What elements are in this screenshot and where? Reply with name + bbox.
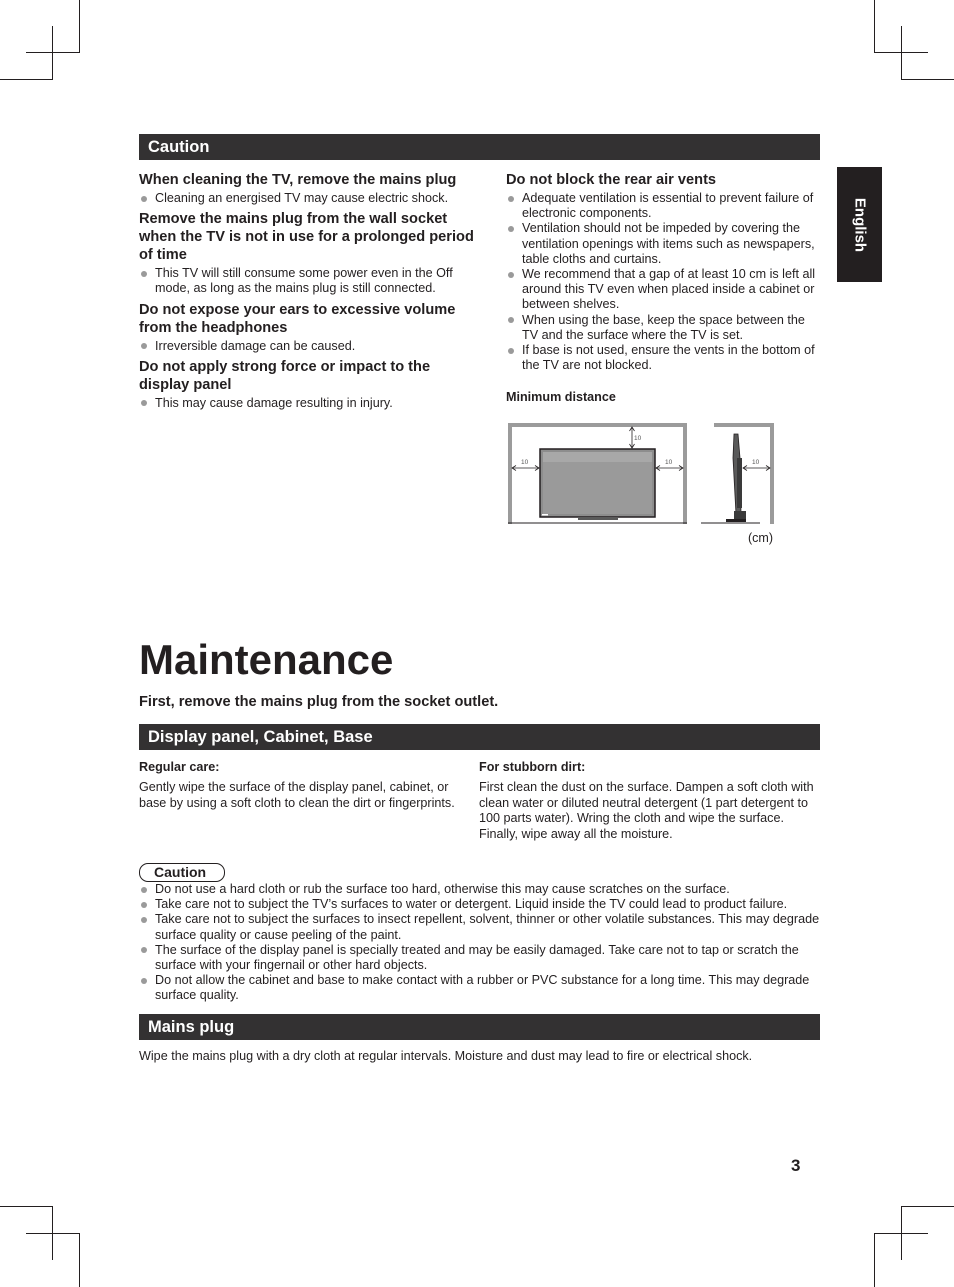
page-number: 3 bbox=[791, 1156, 801, 1175]
list-item: Cleaning an energised TV may cause electric shock. bbox=[139, 191, 481, 206]
maintenance-caution-list bbox=[139, 882, 823, 1004]
page-title: Maintenance bbox=[139, 636, 394, 683]
list-item: Do not allow the cabinet and base to make contact with a rubber or PVC substance for a long time. This may degrade surface quality. bbox=[139, 973, 823, 1003]
list-item: The surface of the display panel is specially treated and may be easily damaged. Take care not to tap or scratch the surface with your fingernail or other hard objects. bbox=[139, 943, 823, 973]
stubborn-dirt-text: First clean the dust on the surface. Dampen a soft cloth with clean water or diluted neutral detergent (1 part detergent to 100 parts water). Wring the cloth and wipe the surface. Finally, wipe away all the moisture. bbox=[479, 780, 814, 841]
unit-label: (cm) bbox=[748, 531, 773, 545]
caution-list-unplug bbox=[139, 266, 481, 296]
side-back-gap: 10 bbox=[752, 459, 760, 466]
caution-right-column bbox=[506, 171, 820, 377]
caution-heading-headphones: Do not expose your ears to excessive volume from the headphones bbox=[139, 301, 456, 336]
list-item: Ventilation should not be impeded by covering the ventilation openings with items such as newspapers, table cloths and curtains. bbox=[506, 221, 820, 267]
regular-care-heading: Regular care: bbox=[139, 760, 220, 774]
list-item: Take care not to subject the surfaces to insect repellent, solvent, thinner or other volatile substances. This may degrade surface quality or cause peeling of the paint. bbox=[139, 912, 823, 942]
language-tab-label: English bbox=[851, 197, 868, 253]
vents-heading: Do not block the rear air vents bbox=[506, 172, 717, 188]
stubborn-dirt-block bbox=[479, 760, 815, 842]
language-tab bbox=[837, 167, 882, 282]
list-item: We recommend that a gap of at least 10 cm is left all around this TV even when placed inside a cabinet or between shelves. bbox=[506, 267, 820, 313]
front-left-gap: 10 bbox=[521, 459, 529, 466]
caution-list-cleaning bbox=[139, 191, 481, 206]
list-item: If base is not used, ensure the vents in the bottom of the TV are not blocked. bbox=[506, 343, 820, 373]
list-item: This TV will still consume some power even in the Off mode, as long as the mains plug is still connected. bbox=[139, 266, 481, 296]
list-item: Adequate ventilation is essential to prevent failure of electronic components. bbox=[506, 191, 820, 221]
list-item: Take care not to subject the TV’s surfaces to water or detergent. Liquid inside the TV could lead to product failure. bbox=[139, 897, 823, 912]
caution-list-force bbox=[139, 396, 481, 411]
minimum-distance-diagram bbox=[500, 418, 790, 548]
stubborn-dirt-heading: For stubborn dirt: bbox=[479, 760, 586, 774]
list-item: This may cause damage resulting in injury. bbox=[139, 396, 481, 411]
front-view-diagram bbox=[508, 425, 687, 524]
caution-heading-unplug: Remove the mains plug from the wall socket when the TV is not in use for a prolonged period of time bbox=[139, 211, 474, 264]
caution-left-column bbox=[139, 171, 481, 415]
diagram-title: Minimum distance bbox=[506, 390, 616, 404]
display-section-title: Display panel, Cabinet, Base bbox=[139, 724, 820, 750]
regular-care-text: Gently wipe the surface of the display panel, cabinet, or base by using a soft cloth to clean the dirt or fingerprints. bbox=[139, 780, 455, 810]
maintenance-intro: First, remove the mains plug from the socket outlet. bbox=[139, 694, 499, 710]
list-item: When using the base, keep the space between the TV and the surface where the TV is set. bbox=[506, 313, 820, 343]
regular-care-block bbox=[139, 760, 474, 811]
caution-section-title: Caution bbox=[139, 134, 820, 160]
caution-heading-force: Do not apply strong force or impact to the display panel bbox=[139, 358, 431, 393]
front-right-gap: 10 bbox=[665, 459, 673, 466]
side-view-diagram bbox=[701, 425, 772, 524]
vents-list bbox=[506, 191, 820, 373]
mains-plug-section-title: Mains plug bbox=[139, 1014, 820, 1040]
front-top-gap: 10 bbox=[634, 435, 642, 442]
list-item: Irreversible damage can be caused. bbox=[139, 339, 481, 354]
caution-label: Caution bbox=[139, 863, 225, 882]
mains-plug-text: Wipe the mains plug with a dry cloth at regular intervals. Moisture and dust may lead to fire or electrical shock. bbox=[139, 1049, 753, 1063]
maintenance-caution-block bbox=[139, 882, 823, 1004]
caution-list-headphones bbox=[139, 339, 481, 354]
list-item: Do not use a hard cloth or rub the surface too hard, otherwise this may cause scratches on the surface. bbox=[139, 882, 823, 897]
caution-heading-cleaning: When cleaning the TV, remove the mains plug bbox=[139, 172, 457, 188]
